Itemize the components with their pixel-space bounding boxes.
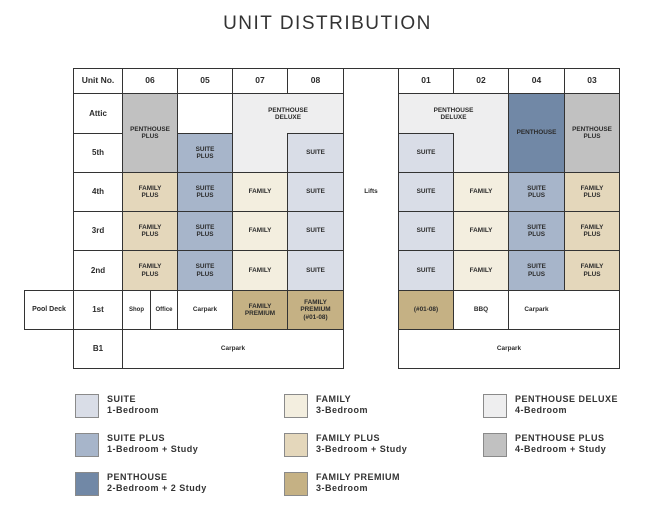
- unit-05-2nd-suite-plus: SUITE PLUS: [177, 250, 233, 291]
- floor-label-attic: Attic: [73, 93, 123, 134]
- legend-name: PENTHOUSE: [107, 472, 168, 482]
- unit-04-2nd-suite-plus: SUITE PLUS: [508, 250, 565, 291]
- legend-item-suite: [75, 394, 159, 418]
- office-cell: Office: [150, 290, 178, 330]
- unit-06-4th-family-plus: FAMILY PLUS: [122, 172, 178, 212]
- legend-item-penthouse-deluxe: [483, 394, 618, 418]
- legend-text: [316, 433, 407, 455]
- unit-08-5th-suite: SUITE: [287, 133, 344, 173]
- legend-description: 3-Bedroom: [316, 405, 369, 415]
- legend-description: 3-Bedroom: [316, 483, 369, 493]
- unit-05-3rd-suite-plus: SUITE PLUS: [177, 211, 233, 251]
- page-title: UNIT DISTRIBUTION: [223, 13, 432, 34]
- column-header-02: 02: [453, 68, 509, 94]
- unit-02-penthouse-deluxe-lower: [453, 133, 509, 173]
- legend-swatch: [284, 472, 308, 496]
- legend-item-family-premium: [284, 472, 400, 496]
- legend-swatch: [284, 433, 308, 457]
- unit-07-08-penthouse-deluxe: PENTHOUSE DELUXE: [232, 93, 344, 134]
- unit-08-3rd-suite: SUITE: [287, 211, 344, 251]
- unit-04-3rd-suite-plus: SUITE PLUS: [508, 211, 565, 251]
- lifts-cell: Lifts: [343, 93, 399, 291]
- lifts-header-blank: [343, 68, 399, 94]
- column-header-06: 06: [122, 68, 178, 94]
- column-header-08: 08: [287, 68, 344, 94]
- unit-04-penthouse: PENTHOUSE: [508, 93, 565, 173]
- lifts-lower-cell: [343, 290, 399, 369]
- unit-07-penthouse-deluxe-lower: [232, 133, 288, 173]
- legend-swatch: [483, 394, 507, 418]
- legend-description: 1-Bedroom: [107, 405, 160, 415]
- unit-06-penthouse-plus: PENTHOUSE PLUS: [122, 93, 178, 173]
- carpark-1st-right: Carpark: [508, 290, 565, 330]
- legend-text: [515, 433, 606, 455]
- floor-label-b1: B1: [73, 329, 123, 369]
- floor-label-1st: 1st: [73, 290, 123, 330]
- unit-01-1st-family-premium: (#01-08): [398, 290, 454, 330]
- legend-name: FAMILY: [316, 394, 352, 404]
- unit-05-5th-suite-plus: SUITE PLUS: [177, 133, 233, 173]
- legend-swatch: [483, 433, 507, 457]
- unit-01-2nd-suite: SUITE: [398, 250, 454, 291]
- pool-deck-cell: Pool Deck: [24, 290, 74, 330]
- legend-text: [107, 433, 198, 455]
- legend-swatch: [284, 394, 308, 418]
- unit-08-4th-suite: SUITE: [287, 172, 344, 212]
- floor-label-4th: 4th: [73, 172, 123, 212]
- carpark-b1-right: Carpark: [398, 329, 620, 369]
- legend-description: 2-Bedroom + 2 Study: [107, 483, 207, 493]
- legend-swatch: [75, 394, 99, 418]
- legend-text: [515, 394, 618, 416]
- column-header-04: 04: [508, 68, 565, 94]
- legend-item-penthouse-plus: [483, 433, 606, 457]
- unit-no-header: Unit No.: [73, 68, 123, 94]
- carpark-1st-left: Carpark: [177, 290, 233, 330]
- column-header-03: 03: [564, 68, 620, 94]
- legend-name: FAMILY PREMIUM: [316, 472, 401, 482]
- unit-04-4th-suite-plus: SUITE PLUS: [508, 172, 565, 212]
- column-header-05: 05: [177, 68, 233, 94]
- legend-name: SUITE: [107, 394, 137, 404]
- unit-07-2nd-family: FAMILY: [232, 250, 288, 291]
- unit-03-1st-blank: [564, 290, 620, 330]
- legend-item-family: [284, 394, 368, 418]
- legend-name: FAMILY PLUS: [316, 433, 381, 443]
- legend-text: [316, 394, 368, 416]
- unit-07-4th-family: FAMILY: [232, 172, 288, 212]
- legend-swatch: [75, 472, 99, 496]
- unit-01-02-penthouse-deluxe: PENTHOUSE DELUXE: [398, 93, 509, 134]
- unit-03-2nd-family-plus: FAMILY PLUS: [564, 250, 620, 291]
- unit-03-3rd-family-plus: FAMILY PLUS: [564, 211, 620, 251]
- unit-02-2nd-family: FAMILY: [453, 250, 509, 291]
- floor-label-3rd: 3rd: [73, 211, 123, 251]
- legend-item-family-plus: [284, 433, 407, 457]
- legend-description: 4-Bedroom: [515, 405, 568, 415]
- legend-text: [107, 394, 159, 416]
- unit-03-penthouse-plus: PENTHOUSE PLUS: [564, 93, 620, 173]
- floor-label-5th: 5th: [73, 133, 123, 173]
- unit-02-4th-family: FAMILY: [453, 172, 509, 212]
- shop-cell: Shop: [122, 290, 151, 330]
- column-header-07: 07: [232, 68, 288, 94]
- unit-05-4th-suite-plus: SUITE PLUS: [177, 172, 233, 212]
- floor-label-2nd: 2nd: [73, 250, 123, 291]
- legend-text: [316, 472, 400, 494]
- carpark-b1-left: Carpark: [122, 329, 344, 369]
- unit-05-attic-blank: [177, 93, 233, 134]
- unit-06-2nd-family-plus: FAMILY PLUS: [122, 250, 178, 291]
- unit-01-4th-suite: SUITE: [398, 172, 454, 212]
- column-header-01: 01: [398, 68, 454, 94]
- legend-swatch: [75, 433, 99, 457]
- unit-08-1st-family-premium: FAMILY PREMIUM (#01-08): [287, 290, 344, 330]
- legend-description: 3-Bedroom + Study: [316, 444, 408, 454]
- legend-description: 1-Bedroom + Study: [107, 444, 199, 454]
- legend-item-penthouse: [75, 472, 207, 496]
- legend-name: SUITE PLUS: [107, 433, 166, 443]
- unit-01-5th-suite: SUITE: [398, 133, 454, 173]
- legend-text: [107, 472, 207, 494]
- bbq-cell: BBQ: [453, 290, 509, 330]
- unit-02-3rd-family: FAMILY: [453, 211, 509, 251]
- legend-name: PENTHOUSE DELUXE: [515, 394, 619, 404]
- legend-name: PENTHOUSE PLUS: [515, 433, 605, 443]
- legend-description: 4-Bedroom + Study: [515, 444, 607, 454]
- unit-01-3rd-suite: SUITE: [398, 211, 454, 251]
- unit-03-4th-family-plus: FAMILY PLUS: [564, 172, 620, 212]
- unit-08-2nd-suite: SUITE: [287, 250, 344, 291]
- unit-07-1st-family-premium: FAMILY PREMIUM: [232, 290, 288, 330]
- unit-07-3rd-family: FAMILY: [232, 211, 288, 251]
- unit-06-3rd-family-plus: FAMILY PLUS: [122, 211, 178, 251]
- legend-item-suite-plus: [75, 433, 198, 457]
